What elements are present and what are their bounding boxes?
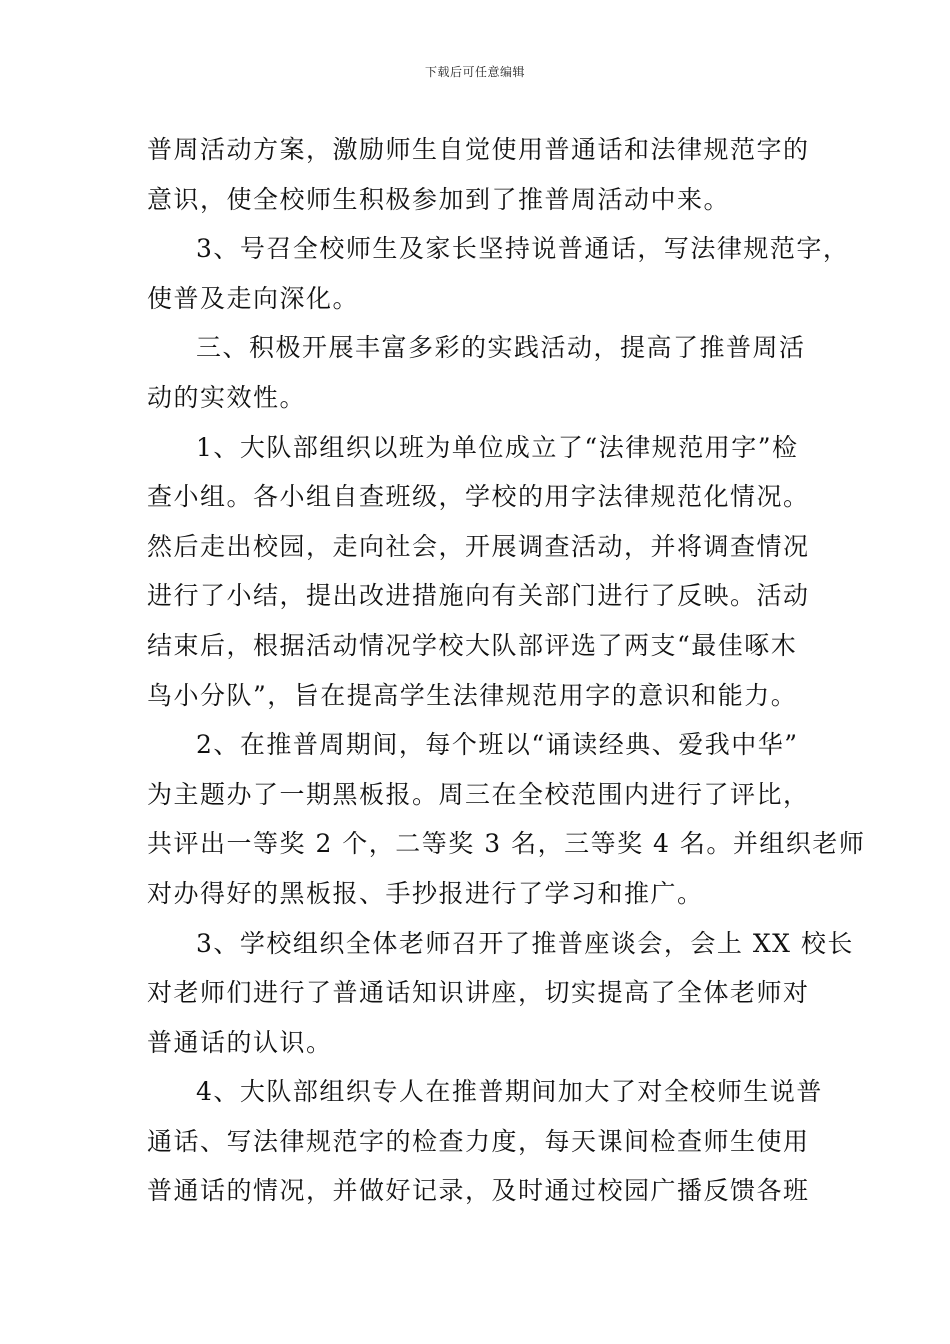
text-line: 意识，使全校师生积极参加到了推普周活动中来。 [147,184,731,214]
text-line: 查小组。各小组自查班级，学校的用字法律规范化情况。 [147,482,810,512]
text-line: 4、大队部组织专人在推普期间加大了对全校师生说普 [196,1077,823,1107]
text-line: 然后走出校园，走向社会，开展调查活动，并将调查情况 [147,531,810,561]
text-line: 鸟小分队”，旨在提高学生法律规范用字的意识和能力。 [147,680,798,710]
text-line: 共评出一等奖 2 个，二等奖 3 名，三等奖 4 名。并组织老师 [147,829,866,859]
text-line: 3、学校组织全体老师召开了推普座谈会，会上 XX 校长 [196,928,854,958]
text-line: 结束后，根据活动情况学校大队部评选了两支“最佳啄木 [147,630,798,660]
page-header: 下载后可任意编辑 [424,65,525,79]
text-line: 动的实效性。 [147,382,307,412]
text-line: 对老师们进行了普通话知识讲座，切实提高了全体老师对 [147,978,810,1008]
document-body [147,125,866,1216]
text-line: 3、号召全校师生及家长坚持说普通话，写法律规范字， [196,234,850,264]
text-line: 普通话的认识。 [147,1027,333,1057]
text-line: 使普及走向深化。 [147,283,360,313]
text-line: 为主题办了一期黑板报。周三在全校范围内进行了评比， [147,779,810,809]
text-line: 三、积极开展丰富多彩的实践活动，提高了推普周活 [196,333,806,363]
text-line: 进行了小结，提出改进措施向有关部门进行了反映。活动 [147,581,810,611]
text-line: 2、在推普周期间，每个班以“诵读经典、爱我中华” [196,730,799,760]
text-line: 对办得好的黑板报、手抄报进行了学习和推广。 [147,878,704,908]
text-line: 1、大队部组织以班为单位成立了“法律规范用字”检 [196,432,799,462]
text-line: 通话、写法律规范字的检查力度，每天课间检查师生使用 [147,1126,810,1156]
text-line: 普通话的情况，并做好记录，及时通过校园广播反馈各班 [147,1176,810,1206]
text-line: 普周活动方案，激励师生自觉使用普通话和法律规范字的 [147,135,810,164]
